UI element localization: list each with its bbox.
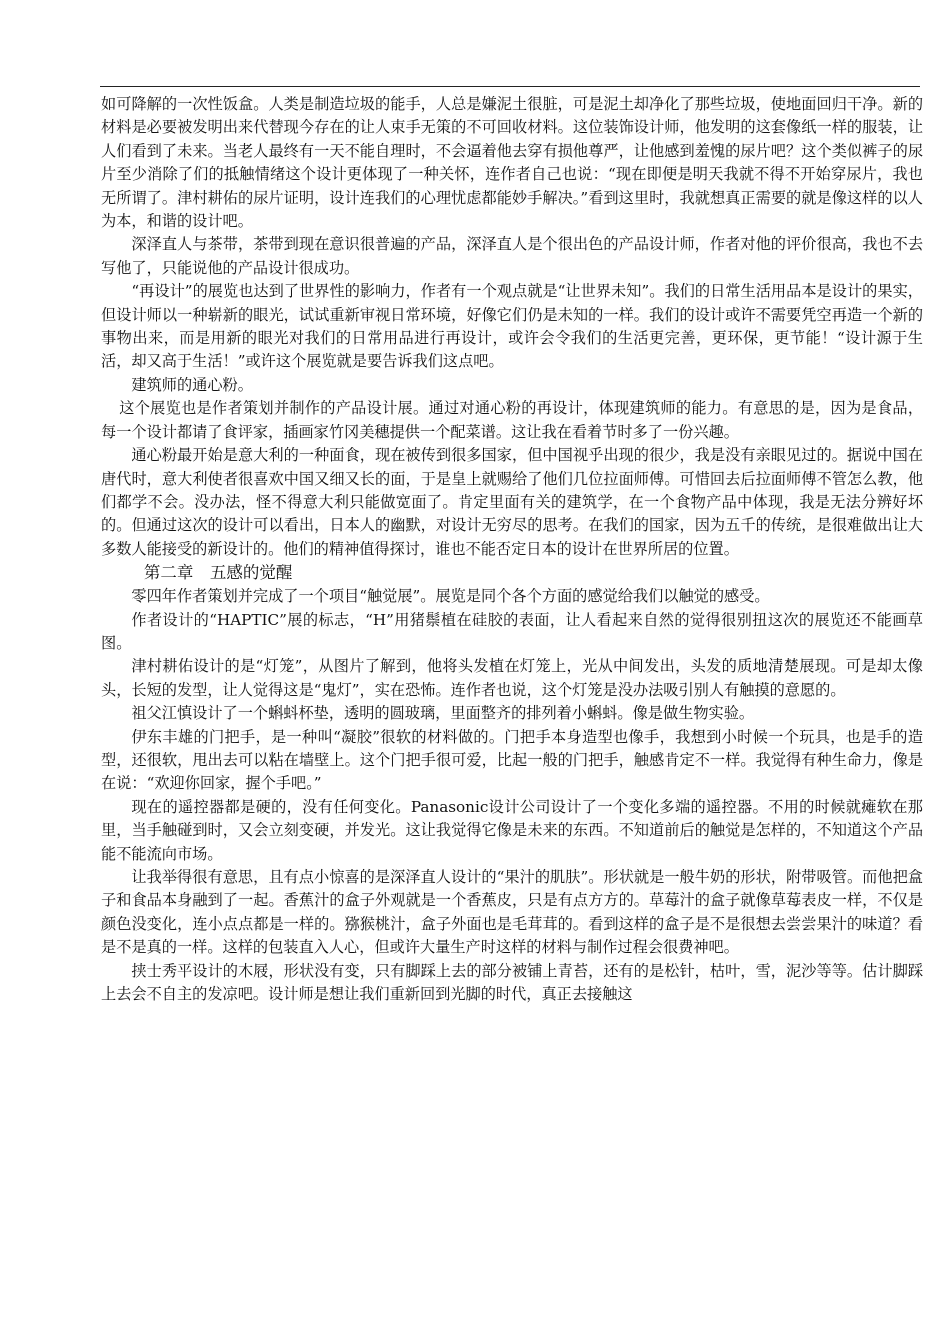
paragraph-pasta-history: 通心粉最开始是意大利的一种面食，现在被传到很多国家，但中国视乎出现的很少，我是没有亲眼见过的。据说中国在唐代时，意大利使者很喜欢中国又细又长的面，于是皇上就赐给了他们几位拉面师傅。可惜回去后拉面师傅不管怎么教，他们都学不会。没办法，怪不得意大利只能做宽面了。肯定里面有关的建筑学，在一个食物产品中体现，我是无法分辨好坏的。但通过这次的设计可以看出，日本人的幽默，对设计无穷尽的思考。在我们的国家，因为五千的传统，是很难做出让大多数人能接受的新设计的。他们的精神值得探讨，谁也不能否定日本的设计在世界所居的位置。 [101,446,923,558]
paragraph-architect-pasta-title: 建筑师的通心粉。 [131,375,253,394]
paragraph-gel-door-handle: 伊东丰雄的门把手，是一种叫“凝胶”很软的材料做的。门把手本身造型也像手，我想到小时候一个玩具，也是手的造型，还很软，甩出去可以粘在墙壁上。这个门把手很可爱，比起一般的门把手，触感肯定不一样。我觉得有种生命力，像是在说：“欢迎你回家，握个手吧。” [101,727,923,793]
header-rule [100,86,920,87]
paragraph-tadpole-coaster: 祖父江慎设计了一个蝌蚪杯垫，透明的圆玻璃，里面整齐的排列着小蝌蚪。像是做生物实验。 [131,704,755,723]
paragraph-remote-control: 现在的遥控器都是硬的，没有任何变化。Panasonic设计公司设计了一个变化多端的遥控器。不用的时候就瘫软在那里，当手触碰到时，又会立刻变硬，并发光。这让我觉得它像是未来的东西。不知道前后的触觉是怎样的，不知道这个产品能不能流向市场。 [101,797,923,863]
paragraph-juice-skin: 让我举得很有意思，且有点小惊喜的是深泽直人设计的“果汁的肌肤”。形状就是一般牛奶的形状，附带吸管。而他把盒子和食品本身融到了一起。香蕉汁的盒子外观就是一个香蕉皮，只是有点方方的。草莓汁的盒子就像草莓表皮一样，不仅是颜色没变化，连小点点都是一样的。猕猴桃汁，盒子外面也是毛茸茸的。看到这样的盒子是不是很想去尝尝果汁的味道？看是不是真的一样。这样的包装直入人心，但或许大量生产时这样的材料与制作过程会很费神吧。 [101,868,923,957]
paragraph-naoto-fukasawa-tea: 深泽直人与茶带，茶带到现在意识很普遍的产品，深泽直人是个很出色的产品设计师，作者对他的评价很高，我也不去写他了，只能说他的产品设计很成功。 [101,235,923,277]
paragraph-pasta-exhibition: 这个展览也是作者策划并制作的产品设计展。通过对通心粉的再设计，体现建筑师的能力。有意思的是，因为是食品，每一个设计都请了食评家，插画家竹冈美穗提供一个配菜谱。这让我在看着节时多了一份兴趣。 [101,399,923,441]
paragraph-haptic-exhibition: 零四年作者策划并完成了一个项目“触觉展”。展览是同个各个方面的感觉给我们以触觉的感受。 [131,587,770,606]
paragraph-hair-lantern: 津村耕佑设计的是“灯笼”，从图片了解到，他将头发植在灯笼上，光从中间发出，头发的质地清楚展现。可是却太像头，长短的发型，让人觉得这是“鬼灯”，实在恐怖。连作者也说，这个灯笼是没办法吸引别人有触摸的意愿的。 [101,657,923,699]
document-body [101,93,923,1006]
paragraph-haptic-logo: 作者设计的“HAPTIC”展的标志，“H”用猪鬃植在硅胶的表面，让人看起来自然的觉得很别扭这次的展览还不能画草图。 [101,610,923,652]
paragraph-wooden-clogs: 挟士秀平设计的木屐，形状没有变，只有脚踩上去的部分被铺上青苔，还有的是松针，枯叶，雪，泥沙等等。估计脚踩上去会不自主的发凉吧。设计师是想让我们重新回到光脚的时代，真正去接触这 [101,961,923,1004]
chapter-heading: 第二章 五感的觉醒 [143,563,293,583]
paragraph-diaper-design: 如可降解的一次性饭盒。人类是制造垃圾的能手，人总是嫌泥土很脏，可是泥土却净化了那些垃圾，使地面回归干净。新的材料是必要被发明出来代替现今存在的让人束手无策的不可回收材料。这位装饰设计师，他发明的这套像纸一样的服装，让人们看到了未来。当老人最终有一天不能自理时，不会逼着他去穿有损他尊严，让他感到羞愧的尿片吧？这个类似裤子的尿片至少消除了们的抵触情绪这个设计更体现了一种关怀，连作者自己也说：“现在即便是明天我就不得不开始穿尿片，我也无所谓了。津村耕佑的尿片证明，设计连我们的心理忧虑都能妙手解决。”看到这里时，我就想真正需要的就是像这样的以人为本，和谐的设计吧。 [101,95,923,231]
paragraph-redesign-exhibition: “再设计”的展览也达到了世界性的影响力，作者有一个观点就是“让世界未知”。我们的日常生活用品本是设计的果实，但设计师以一种崭新的眼光，试试重新审视日常环境，好像它们仍是未知的一样。我们的设计或许不需要凭空再造一个新的事物出来，而是用新的眼光对我们的日常用品进行再设计，或许会令我们的生活更完善，更环保，更节能！“设计源于生活，却又高于生活！”或许这个展览就是要告诉我们这点吧。 [101,282,923,371]
